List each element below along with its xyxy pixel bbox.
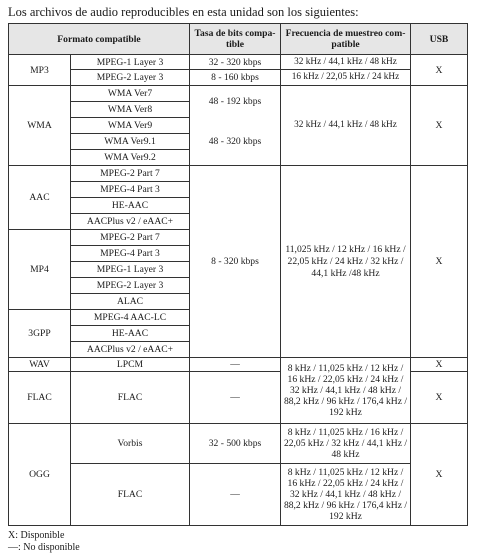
bitrate-cell: — xyxy=(190,464,281,526)
header-bitrate: Tasa de bits compa-tible xyxy=(190,24,281,55)
table-header-row xyxy=(9,24,468,55)
frequency-cell-wav-flac: 8 kHz / 11,025 kHz / 12 kHz / 16 kHz / 22,05 kHz / 24 kHz / 32 kHz / 44,1 kHz / 48 kHz / 88,2 kHz / 96 kHz / 176,4 kHz / 192 kHz xyxy=(281,358,411,424)
format-name-wma: WMA xyxy=(9,86,71,166)
format-name-3gpp: 3GPP xyxy=(9,310,71,358)
codec-cell: HE-AAC xyxy=(71,198,190,214)
table-row xyxy=(9,464,468,526)
table-row xyxy=(9,86,468,102)
codec-cell: MPEG-2 Layer 3 xyxy=(71,278,190,294)
bitrate-cell-aac-group: 8 - 320 kbps xyxy=(190,166,281,358)
bitrate-cell: 32 - 500 kbps xyxy=(190,424,281,464)
bitrate-cell: 48 - 320 kbps xyxy=(190,118,281,166)
codec-cell: MPEG-2 Part 7 xyxy=(71,166,190,182)
codec-cell: AACPlus v2 / eAAC+ xyxy=(71,342,190,358)
usb-cell-wma: X xyxy=(411,86,468,166)
frequency-cell: 8 kHz / 11,025 kHz / 12 kHz / 16 kHz / 22,05 kHz / 24 kHz / 32 kHz / 44,1 kHz / 48 kHz / 88,2 kHz / 96 kHz / 176,4 kHz / 192 kHz xyxy=(281,464,411,526)
usb-cell-ogg: X xyxy=(411,424,468,526)
header-format: Formato compatible xyxy=(9,24,190,55)
codec-cell: MPEG-4 Part 3 xyxy=(71,246,190,262)
codec-cell: MPEG-4 Part 3 xyxy=(71,182,190,198)
usb-cell-aac-group: X xyxy=(411,166,468,358)
codec-cell: WMA Ver9.1 xyxy=(71,134,190,150)
format-name-wav: WAV xyxy=(9,358,71,372)
codec-cell: AACPlus v2 / eAAC+ xyxy=(71,214,190,230)
frequency-cell: 32 kHz / 44,1 kHz / 48 kHz xyxy=(281,55,411,70)
usb-cell-mp3: X xyxy=(411,55,468,86)
table-row xyxy=(9,166,468,182)
codec-cell: Vorbis xyxy=(71,424,190,464)
codec-cell: MPEG-1 Layer 3 xyxy=(71,262,190,278)
bitrate-cell: 8 - 160 kbps xyxy=(190,70,281,86)
format-name-ogg: OGG xyxy=(9,424,71,526)
bitrate-cell: — xyxy=(190,358,281,372)
codec-cell: FLAC xyxy=(71,464,190,526)
codec-cell: WMA Ver7 xyxy=(71,86,190,102)
codec-cell: HE-AAC xyxy=(71,326,190,342)
usb-cell-flac: X xyxy=(411,372,468,424)
header-frequency: Frecuencia de muestreo com-patible xyxy=(281,24,411,55)
frequency-cell: 8 kHz / 11,025 kHz / 16 kHz / 22,05 kHz / 32 kHz / 44,1 kHz / 48 kHz xyxy=(281,424,411,464)
intro-text: Los archivos de audio reproducibles en esta unidad son los siguientes: xyxy=(8,5,359,19)
codec-cell: WMA Ver8 xyxy=(71,102,190,118)
table-row xyxy=(9,424,468,464)
format-name-flac: FLAC xyxy=(9,372,71,424)
frequency-cell-aac-group: 11,025 kHz / 12 kHz / 16 kHz / 22,05 kHz / 24 kHz / 32 kHz / 44,1 kHz /48 kHz xyxy=(281,166,411,358)
codec-cell: FLAC xyxy=(71,372,190,424)
codec-cell: WMA Ver9.2 xyxy=(71,150,190,166)
usb-cell-wav: X xyxy=(411,358,468,372)
frequency-cell: 16 kHz / 22,05 kHz / 24 kHz xyxy=(281,70,411,86)
legend-available: X: Disponible xyxy=(8,530,65,541)
codec-cell: MPEG-1 Layer 3 xyxy=(71,55,190,70)
header-usb: USB xyxy=(411,24,468,55)
audio-format-table xyxy=(8,23,468,526)
legend-unavailable: —: No disponible xyxy=(8,542,80,553)
format-name-aac: AAC xyxy=(9,166,71,230)
format-name-mp3: MP3 xyxy=(9,55,71,86)
bitrate-cell: 32 - 320 kbps xyxy=(190,55,281,70)
frequency-cell-wma: 32 kHz / 44,1 kHz / 48 kHz xyxy=(281,86,411,166)
table-row xyxy=(9,70,468,86)
table-row xyxy=(9,55,468,70)
bitrate-cell: — xyxy=(190,372,281,424)
codec-cell: LPCM xyxy=(71,358,190,372)
codec-cell: WMA Ver9 xyxy=(71,118,190,134)
legend xyxy=(8,530,80,554)
table-row xyxy=(9,358,468,372)
bitrate-cell: 48 - 192 kbps xyxy=(190,86,281,118)
codec-cell: MPEG-4 AAC-LC xyxy=(71,310,190,326)
codec-cell: ALAC xyxy=(71,294,190,310)
codec-cell: MPEG-2 Part 7 xyxy=(71,230,190,246)
format-name-mp4: MP4 xyxy=(9,230,71,310)
codec-cell: MPEG-2 Layer 3 xyxy=(71,70,190,86)
